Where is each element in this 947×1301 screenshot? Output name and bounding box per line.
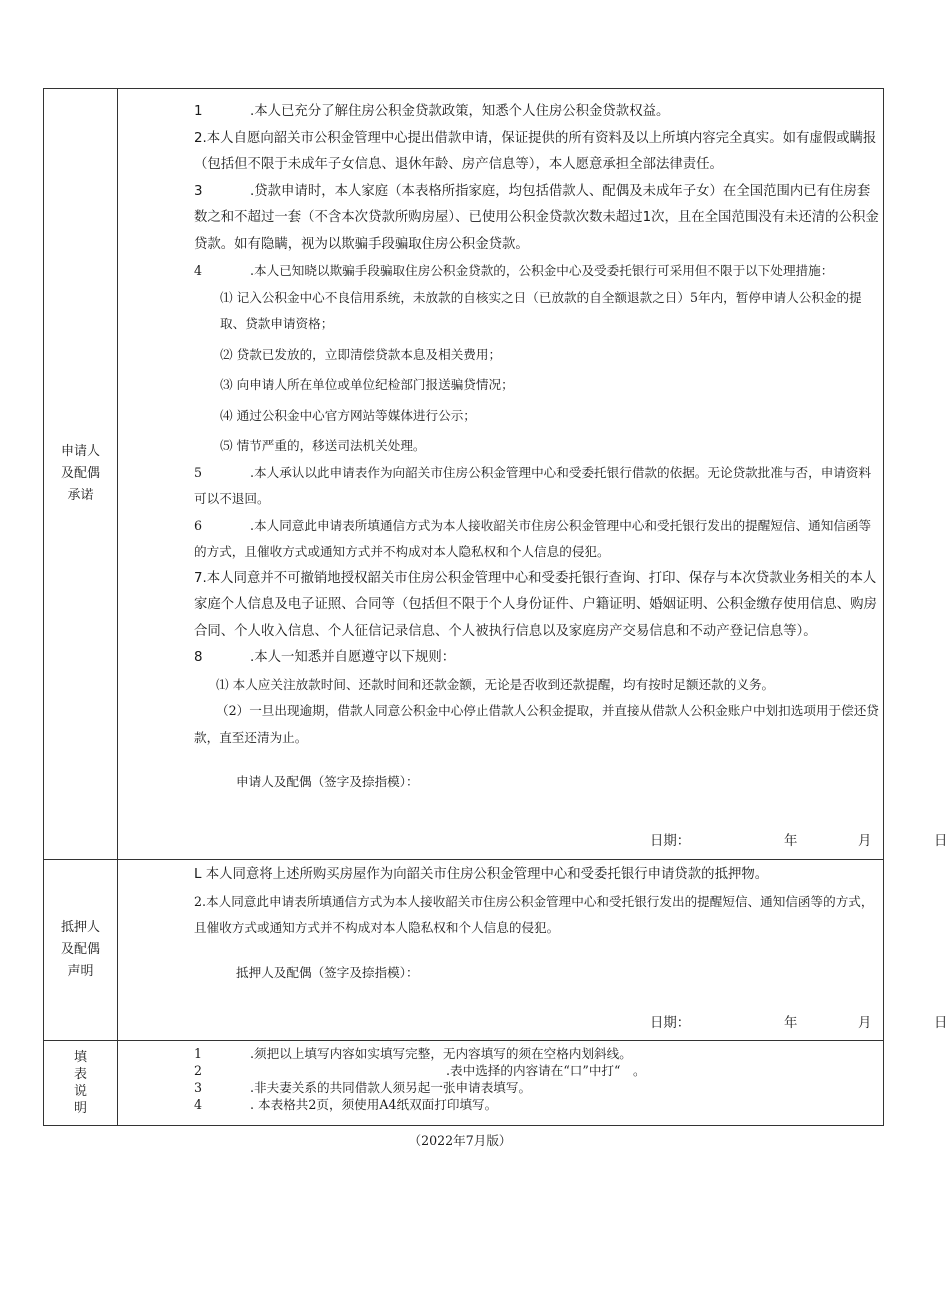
filling-notes-content <box>118 1041 884 1126</box>
filling-notes-label: 填 表 说 明 <box>44 1041 118 1126</box>
rule-1: ⑴ 本人应关注放款时间、还款时间和还款金额，无论是否收到还款提醒，均有按时足额还款的义务。 <box>216 676 775 692</box>
applicant-date-label: 日期： <box>650 833 691 849</box>
commitment-item-5: 5 .本人承认以此申请表作为向韶关市住房公积金管理中心和受委托银行借款的依据。无论贷款批准与否，申请资料可以不退回。 <box>194 464 872 506</box>
mortgagor-date-month: 月 <box>858 1016 872 1031</box>
note-item-3: 3 .非夫妻关系的共同借款人须另起一张申请表填写。 <box>194 1080 532 1095</box>
mortgagor-signature-label: 抵押人及配偶（签字及捺指模）： <box>236 964 419 980</box>
note-item-2: 2 .表中选择的内容请在“口”中打“ 。 <box>194 1063 646 1078</box>
note-item-1: 1 .须把以上填写内容如实填写完整，无内容填写的须在空格内划斜线。 <box>194 1046 632 1061</box>
mortgagor-statement-content <box>118 860 947 1041</box>
applicant-commitment-content <box>118 89 947 860</box>
commitment-item-4: 4 .本人已知晓以欺骗手段骗取住房公积金贷款的，公积金中心及受委托银行可采用但不限于以下处理措施： <box>194 263 834 278</box>
applicant-date-row <box>194 826 947 856</box>
rule-2: （2）一旦出现逾期，借款人同意公积金中心停止借款人公积金提取，并直接从借款人公积金账户中划扣选项用于偿还贷款，直至还清为止。 <box>194 703 879 745</box>
measure-5: ⑸ 情节严重的，移送司法机关处理。 <box>220 438 426 453</box>
commitment-item-1: 1 .本人已充分了解住房公积金贷款政策，知悉个人住房公积金贷款权益。 <box>194 104 670 119</box>
mortgagor-statement-row <box>44 860 884 1041</box>
measure-4: ⑷ 通过公积金中心官方网站等媒体进行公示； <box>220 407 476 423</box>
commitment-item-2: 2.本人自愿向韶关市公积金管理中心提出借款申请，保证提供的所有资料及以上所填内容完全真实。如有虚假或瞒报（包括但不限于未成年子女信息、退休年龄、房产信息等），本人愿意承担全部法律责任。 <box>194 130 877 172</box>
note-item-4: 4 . 本表格共2页，须使用A4纸双面打印填写。 <box>194 1097 498 1112</box>
applicant-signature-label: 申请人及配偶（签字及捺指模）： <box>236 774 419 789</box>
applicant-date-month: 月 <box>858 833 872 849</box>
commitment-item-3: 3 .贷款申请时，本人家庭（本表格所指家庭，均包括借款人、配偶及未成年子女）在全国范围内已有住房套数之和不超过一套（不含本次贷款所购房屋）、已使用公积金贷款次数未超过1次，且在全国范围没有未还清的公积金贷款。如有隐瞒，视为以欺骗手段骗取住房公积金贷款。 <box>194 183 879 252</box>
mortgagor-item-1: L 本人同意将上述所购买房屋作为向韶关市住房公积金管理中心和受委托银行申请贷款的抵押物。 <box>194 867 769 882</box>
applicant-commitment-label: 申请人 及配偶 承诺 <box>44 89 118 860</box>
commitment-item-7: 7.本人同意并不可撤销地授权韶关市住房公积金管理中心和受委托银行查询、打印、保存与本次贷款业务相关的本人家庭个人信息及电子证照、合同等（包括但不限于个人身份证件、户籍证明、婚姻证明、公积金缴存使用信息、购房合同、个人收入信息、个人征信记录信息、个人被执行信息以及家庭房产交易信息和不动产登记信息等）。 <box>194 570 877 639</box>
mortgagor-statement-label: 抵押人 及配偶 声明 <box>44 860 118 1041</box>
version-note: （2022年7月版） <box>408 1133 512 1148</box>
commitment-item-6: 6 .本人同意此申请表所填通信方式为本人接收韶关市住房公积金管理中心和受托银行发出的提醒短信、通知信函等的方式，且催收方式或通知方式并不构成对本人隐私权和个人信息的侵犯。 <box>194 517 872 559</box>
mortgagor-date-year: 年 <box>784 1016 798 1031</box>
applicant-commitment-row <box>44 89 884 860</box>
mortgagor-date-day: 日 <box>934 1016 947 1031</box>
loan-application-form <box>43 88 947 1126</box>
mortgagor-date-row <box>194 1008 947 1038</box>
commitment-item-8: 8 .本人一知悉并自愿遵守以下规则： <box>194 650 456 665</box>
applicant-date-day: 日 <box>934 833 947 849</box>
measure-2: ⑵ 贷款已发放的，立即清偿贷款本息及相关费用； <box>220 346 502 362</box>
mortgagor-item-2: 2.本人同意此申请表所填通信方式为本人接收韶关市住房公积金管理中心和受托银行发出的提醒短信、通知信函等的方式，且催收方式或通知方式并不构成对本人隐私权和个人信息的侵犯。 <box>194 893 874 935</box>
applicant-date-year: 年 <box>784 833 798 849</box>
measure-1: ⑴ 记入公积金中心不良信用系统，未放款的自核实之日（已放款的自全额退款之日）5年内，暂停申请人公积金的提取、贷款申请资格； <box>220 289 862 331</box>
filling-notes-row <box>44 1041 884 1126</box>
measure-3: ⑶ 向申请人所在单位或单位纪检部门报送骗贷情况； <box>220 377 514 392</box>
mortgagor-date-label: 日期： <box>650 1016 691 1031</box>
